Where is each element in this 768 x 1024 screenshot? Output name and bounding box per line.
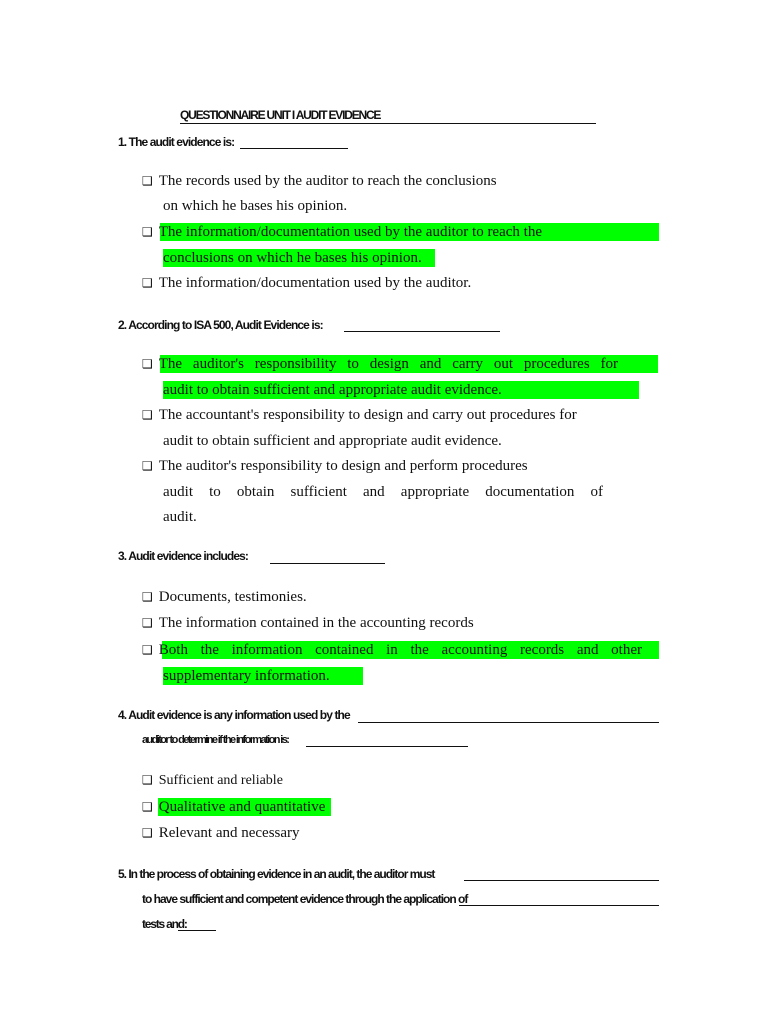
- question-5-label-line-1: 5. In the process of obtaining evidence in an audit, the auditor must: [118, 867, 435, 881]
- question-3-label: 3. Audit evidence includes:: [118, 549, 248, 563]
- q2-option-a-line-2: audit to obtain sufficient and appropriate audit evidence.: [163, 382, 502, 398]
- checkbox-icon[interactable]: ❑: [142, 276, 153, 290]
- question-5-answer-line-1: [464, 880, 659, 881]
- question-2-label: 2. According to ISA 500, Audit Evidence is:: [118, 318, 323, 332]
- checkbox-icon[interactable]: ❑: [142, 643, 153, 657]
- q2-option-a[interactable]: [142, 354, 618, 374]
- q4-option-a-text: Sufficient and reliable: [158, 773, 283, 788]
- q2-option-a-line-1: The auditor's responsibility to design and carry out procedures for: [158, 356, 618, 372]
- checkbox-icon[interactable]: ❑: [142, 616, 153, 630]
- q2-option-c-line-2: audit to obtain sufficient and appropriate documentation of: [163, 484, 603, 500]
- q1-option-c-text: The information/documentation used by the auditor.: [158, 275, 472, 291]
- checkbox-icon[interactable]: ❑: [142, 225, 153, 239]
- question-1-answer-line: [240, 148, 348, 149]
- q1-option-a[interactable]: [142, 171, 497, 191]
- q4-option-a[interactable]: [142, 770, 283, 791]
- checkbox-icon[interactable]: ❑: [142, 800, 153, 814]
- q3-option-c[interactable]: [142, 640, 642, 660]
- checkbox-icon[interactable]: ❑: [142, 826, 153, 840]
- question-4-label-line-1: 4. Audit evidence is any information used by the: [118, 708, 350, 722]
- question-2-answer-line: [344, 331, 500, 332]
- q2-option-b[interactable]: [142, 405, 577, 425]
- q1-option-a-line-2: on which he bases his opinion.: [163, 198, 348, 214]
- q4-option-c[interactable]: [142, 823, 300, 843]
- question-5-label-line-3: tests and:: [142, 917, 187, 931]
- q2-option-c-line-1: The auditor's responsibility to design and perform procedures: [158, 458, 528, 474]
- q1-option-b-line-1: The information/documentation used by the auditor to reach the: [158, 224, 542, 240]
- checkbox-icon[interactable]: ❑: [142, 174, 153, 188]
- q3-option-b[interactable]: [142, 613, 474, 633]
- document-title: QUESTIONNAIRE UNIT I AUDIT EVIDENCE: [180, 108, 596, 124]
- question-1-label: 1. The audit evidence is:: [118, 135, 235, 149]
- question-5-answer-line-3: [178, 930, 216, 931]
- q3-option-c-line-1: Both the information contained in the accounting records and other: [158, 642, 642, 658]
- q2-option-c-line-3: audit.: [163, 509, 197, 525]
- q1-option-b[interactable]: [142, 222, 542, 242]
- question-5-answer-line-2: [459, 905, 659, 906]
- question-4-answer-line-1: [358, 722, 659, 723]
- q3-option-a-text: Documents, testimonies.: [158, 589, 307, 605]
- checkbox-icon[interactable]: ❑: [142, 408, 153, 422]
- checkbox-icon[interactable]: ❑: [142, 773, 153, 787]
- checkbox-icon[interactable]: ❑: [142, 459, 153, 473]
- q1-option-c[interactable]: [142, 273, 471, 293]
- q4-option-b-text: Qualitative and quantitative: [158, 799, 326, 815]
- q2-option-b-line-2: audit to obtain sufficient and appropriate audit evidence.: [163, 433, 502, 449]
- checkbox-icon[interactable]: ❑: [142, 357, 153, 371]
- q1-option-a-line-1: The records used by the auditor to reach the conclusions: [158, 173, 497, 189]
- q4-option-c-text: Relevant and necessary: [158, 825, 300, 841]
- q3-option-c-line-2: supplementary information.: [163, 668, 330, 684]
- question-4-label-line-2: auditor to determine if the information is:: [142, 734, 289, 746]
- question-4-answer-line-2: [306, 746, 468, 747]
- checkbox-icon[interactable]: ❑: [142, 590, 153, 604]
- q2-option-b-line-1: The accountant's responsibility to design and carry out procedures for: [158, 407, 577, 423]
- question-5-label-line-2: to have sufficient and competent evidence through the application of: [142, 892, 468, 906]
- q3-option-b-text: The information contained in the accounting records: [158, 615, 474, 631]
- q3-option-a[interactable]: [142, 587, 307, 607]
- q2-option-c[interactable]: [142, 456, 528, 476]
- q4-option-b[interactable]: [142, 797, 325, 817]
- question-3-answer-line: [270, 563, 385, 564]
- q1-option-b-line-2: conclusions on which he bases his opinion.: [163, 250, 422, 266]
